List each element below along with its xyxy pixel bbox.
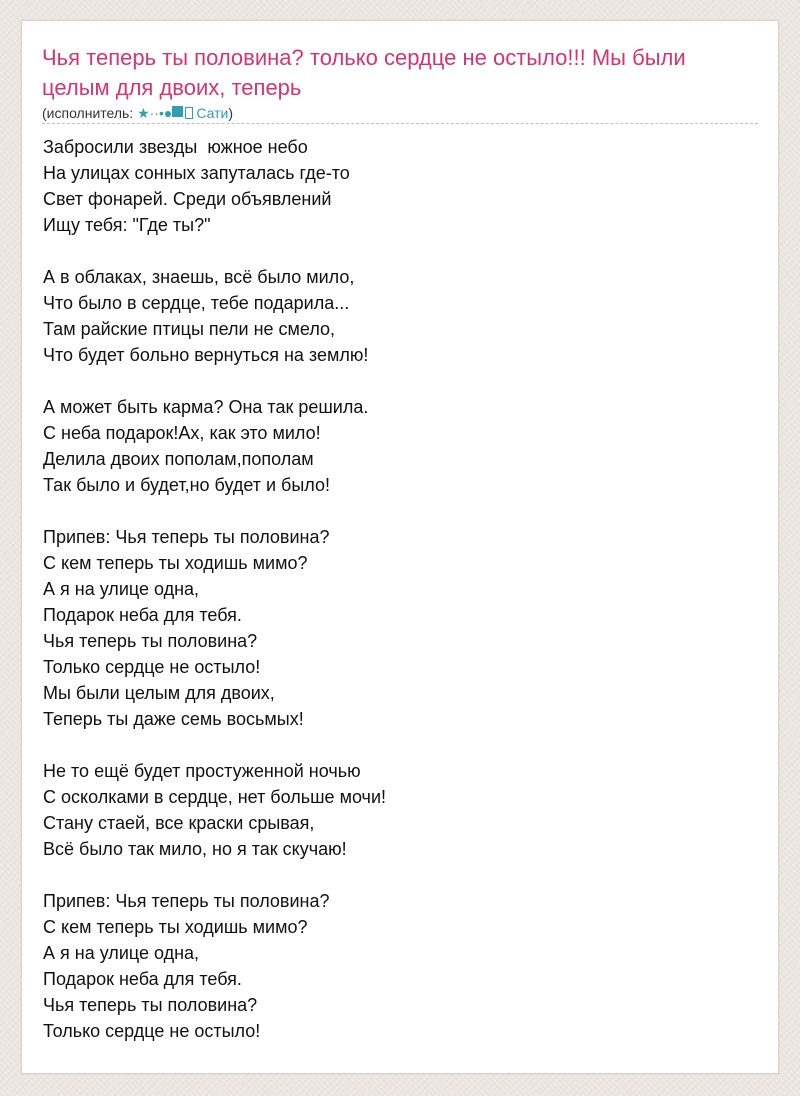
- lyrics-line: Подарок неба для тебя.: [43, 605, 242, 625]
- lyrics-line: Чья теперь ты половина?: [43, 631, 258, 651]
- lyrics-line: А я на улице одна,: [43, 943, 200, 963]
- lyrics-line: Ищу тебя: "Где ты?": [43, 215, 211, 235]
- missing-glyph-icon: [185, 107, 193, 119]
- lyrics-line: С кем теперь ты ходишь мимо?: [43, 917, 308, 937]
- lyrics-stanza: [43, 758, 758, 862]
- artist-line: [42, 104, 233, 122]
- artist-prefix: (исполнитель:: [42, 105, 138, 121]
- lyrics-line: А я на улице одна,: [43, 579, 200, 599]
- lyrics-line: Всё было так мило, но я так скучаю!: [43, 839, 347, 859]
- lyrics-line: Не то ещё будет простуженной ночью: [43, 761, 361, 781]
- lyrics-line: Теперь ты даже семь восьмых!: [43, 709, 304, 729]
- lyrics-body: [43, 134, 758, 1070]
- title-divider: [42, 123, 758, 124]
- lyrics-line: Что было в сердце, тебе подарила...: [43, 293, 350, 313]
- lyrics-line: Свет фонарей. Среди объявлений: [43, 189, 332, 209]
- artist-name: Сати: [196, 105, 229, 121]
- artist-suffix: ): [228, 105, 233, 121]
- lyrics-line: Стану стаей, все краски срывая,: [43, 813, 315, 833]
- lyrics-line: Чья теперь ты половина?: [43, 995, 258, 1015]
- lyrics-line: Делила двоих пополам,пополам: [43, 449, 314, 469]
- lyrics-stanza: [43, 394, 758, 498]
- lyrics-stanza: [43, 888, 758, 1044]
- lyrics-stanza: [43, 264, 758, 368]
- lyrics-line: На улицах сонных запуталась где-то: [43, 163, 350, 183]
- lyrics-line: Мы были целым для двоих,: [43, 683, 275, 703]
- lyrics-line: С осколками в сердце, нет больше мочи!: [43, 787, 386, 807]
- lyrics-line: Только сердце не остыло!: [43, 1021, 261, 1041]
- lyrics-stanza: [43, 134, 758, 238]
- lyrics-line: А может быть карма? Она так решила.: [43, 397, 369, 417]
- lyrics-card: [21, 20, 779, 1074]
- song-title: Чья теперь ты половина? только сердце не остыло!!! Мы были целым для двоих, теперь: [42, 45, 686, 100]
- lyrics-line: С кем теперь ты ходишь мимо?: [43, 553, 308, 573]
- lyrics-line: Припев: Чья теперь ты половина?: [43, 527, 330, 547]
- lyrics-line: Там райские птицы пели не смело,: [43, 319, 336, 339]
- lyrics-line: Так было и будет,но будет и было!: [43, 475, 331, 495]
- lyrics-line: С неба подарок!Ах, как это мило!: [43, 423, 321, 443]
- lyrics-line: Забросили звезды южное небо: [43, 137, 308, 157]
- lyrics-line: А в облаках, знаешь, всё было мило,: [43, 267, 355, 287]
- lyrics-line: Что будет больно вернуться на землю!: [43, 345, 369, 365]
- artist-link[interactable]: [137, 105, 228, 121]
- lyrics-line: Подарок неба для тебя.: [43, 969, 242, 989]
- lyrics-stanza: [43, 524, 758, 732]
- lyrics-line: Припев: Чья теперь ты половина?: [43, 891, 330, 911]
- artist-deco: ★··•●: [137, 105, 173, 121]
- lyrics-line: Только сердце не остыло!: [43, 657, 261, 677]
- square-icon: [172, 106, 183, 117]
